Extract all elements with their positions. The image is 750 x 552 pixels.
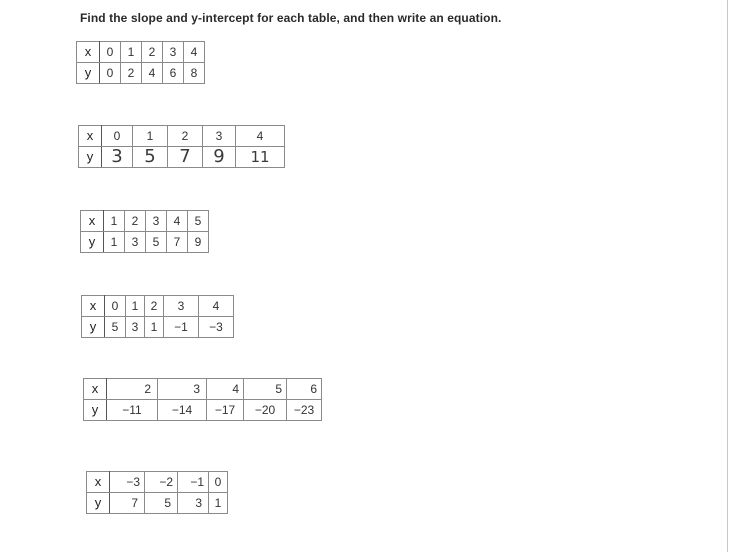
cell-y-5: −3 [199,317,234,338]
cell-y-1: 1 [104,232,125,253]
cell-y-4: −1 [164,317,199,338]
cell-x-2: −2 [145,472,178,493]
cell-y-2: 5 [133,147,168,168]
table-row-x [87,472,228,493]
cell-y-2: −14 [158,400,207,421]
cell-y-4: 7 [167,232,188,253]
cell-x-5: 4 [184,42,205,63]
cell-x-4: 0 [209,472,228,493]
table-5 [83,378,322,421]
cell-x-5: 6 [287,379,322,400]
cell-y-3: 3 [178,493,209,514]
cell-x-3: 3 [146,211,167,232]
cell-y-3: 1 [145,317,164,338]
row-label-x: x [77,42,100,63]
cell-y-3: 4 [142,63,163,84]
table-row-x [81,211,209,232]
table-row-y [84,400,322,421]
cell-y-4: 6 [163,63,184,84]
cell-y-3: 7 [168,147,203,168]
cell-x-4: 5 [244,379,287,400]
cell-y-4: 9 [203,147,236,168]
cell-x-3: 2 [145,296,164,317]
cell-x-5: 4 [199,296,234,317]
row-label-y: y [77,63,100,84]
row-label-y: y [81,232,104,253]
table-row-y [81,232,209,253]
cell-x-2: 1 [121,42,142,63]
table-2 [78,125,285,168]
cell-x-1: 0 [102,126,133,147]
cell-y-2: 2 [121,63,142,84]
cell-y-5: 8 [184,63,205,84]
cell-x-3: −1 [178,472,209,493]
cell-y-1: 3 [102,147,133,168]
cell-x-1: 1 [104,211,125,232]
row-label-y: y [79,147,102,168]
cell-x-2: 3 [158,379,207,400]
cell-y-3: −17 [207,400,244,421]
cell-x-2: 1 [133,126,168,147]
row-label-x: x [82,296,105,317]
cell-x-3: 2 [168,126,203,147]
cell-y-2: 3 [126,317,145,338]
table-row-y [82,317,234,338]
table-6 [86,471,228,514]
cell-y-1: 5 [105,317,126,338]
table-row-y [87,493,228,514]
cell-y-1: −11 [107,400,158,421]
cell-y-2: 3 [125,232,146,253]
table-4 [81,295,234,338]
table-row-y [79,147,285,168]
cell-x-5: 4 [236,126,285,147]
table-row-x [79,126,285,147]
cell-x-1: 0 [105,296,126,317]
table-row-x [84,379,322,400]
row-label-x: x [79,126,102,147]
instruction-text: Find the slope and y-intercept for each table, and then write an equation. [80,11,502,25]
page-edge-divider [727,0,728,552]
cell-y-2: 5 [145,493,178,514]
table-row-x [82,296,234,317]
table-row-y [77,63,205,84]
row-label-x: x [81,211,104,232]
cell-x-4: 3 [203,126,236,147]
cell-y-5: 9 [188,232,209,253]
cell-x-4: 4 [167,211,188,232]
cell-x-4: 3 [163,42,184,63]
row-label-y: y [87,493,110,514]
cell-y-3: 5 [146,232,167,253]
cell-x-1: 2 [107,379,158,400]
cell-y-5: −23 [287,400,322,421]
cell-x-2: 1 [126,296,145,317]
cell-x-1: −3 [110,472,145,493]
cell-x-4: 3 [164,296,199,317]
row-label-y: y [82,317,105,338]
row-label-x: x [84,379,107,400]
cell-x-1: 0 [100,42,121,63]
cell-x-3: 2 [142,42,163,63]
cell-x-5: 5 [188,211,209,232]
cell-x-2: 2 [125,211,146,232]
row-label-y: y [84,400,107,421]
table-1 [76,41,205,84]
row-label-x: x [87,472,110,493]
table-3 [80,210,209,253]
cell-y-5: 11 [236,147,285,168]
cell-y-1: 7 [110,493,145,514]
cell-y-4: −20 [244,400,287,421]
table-row-x [77,42,205,63]
cell-x-3: 4 [207,379,244,400]
cell-y-1: 0 [100,63,121,84]
cell-y-4: 1 [209,493,228,514]
